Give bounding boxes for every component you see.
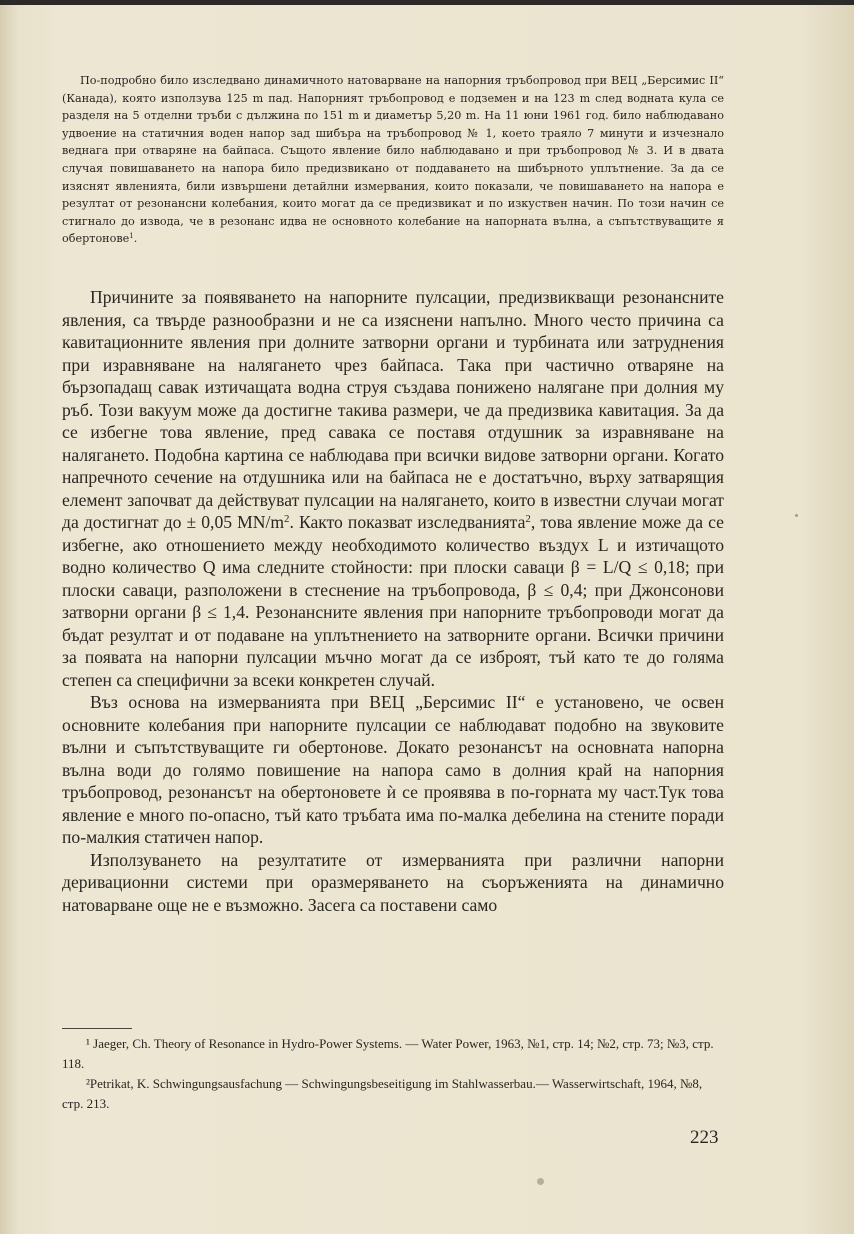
intro-block xyxy=(62,72,724,248)
intro-end: . xyxy=(133,232,138,246)
footnotes xyxy=(62,1034,724,1114)
page-number: 223 xyxy=(690,1127,719,1148)
footnote-1: ¹ Jaeger, Ch. Theory of Resonance in Hydro-Power Systems. — Water Power, 1963, №1, стр. 14; №2, стр. 73; №3, стр. 118. xyxy=(62,1036,714,1071)
unit-exponent: 2 xyxy=(284,513,290,525)
intro-paragraph xyxy=(62,72,724,248)
paragraph-results: Използуването на резултатите от измерванията при различни напорни деривационни системи при оразмеряването на съоръженията на динамично натоварване още не е възможно. Засега са поставени само xyxy=(62,849,724,915)
paragraph-causes-text-b: . Както показват изследванията xyxy=(289,512,526,532)
paragraph-causes-text-c: , това явление може да се избегне, ако отношението между необходимото количество въздух L и изтичащото водно количество Q има следните стойности: при плоски саваци β = L/Q ≤ 0,18; при плоски саваци, разположени в стеснение на тръбопровода, β ≤ 0,4; при Джонсонови затворни органи β ≤ 1,4. Резонансните явления при напорните тръбопроводи могат да бъдат резултат и от подаване на уплътнението на затворните органи. Всички причини за появата на напорни пулсации мъчно могат да се изброят, тъй като те до голяма степен са специфични за всеки конкретен случай. xyxy=(62,512,724,690)
paragraph-causes-text: Причините за появяването на напорните пулсации, предизвикващи резонансните явления, са твърде разнообразни и не са изяснени напълно. Много често причина са кавитационните явления при долните затворни органи и турбината или затруднения при изравняване на налягането чрез байпаса. Така при частично отваряне на бързопадащ савак изтичащата водна струя създава понижено налягане при долния му ръб. Този вакуум може да достигне такива размери, че да предизвика кавитация. За да се избегне това явление, пред савака се поставя отдушник за изравняване на налягането. Подобна картина се наблюдава при всички видове затворни органи. Когато напречното сечение на отдушника или на байпаса не е достатъчно, върху затварящия елемент започват да действуват пулсации на налягането, които в известни случаи могат да достигнат до ± 0,05 MN/m xyxy=(62,287,724,532)
intro-text: По-подробно било изследвано динамичното натоварване на напорния тръбопровод при ВЕЦ „Берсимис II“ (Канада), която използува 125 m пад. Напорният тръбопровод е подземен и на 123 m след водната кула се разделя на 5 отделни тръби с дължина по 151 m и диаметър 5,20 m. На 11 юни 1961 год. било наблюдавано удвоение на статичния воден напор зад шибъра на тръбопровод № 1, което траяло 7 минути и изчезнало веднага при отваряне на байпаса. Същото явление било наблюдавано и при тръбопровод № 3. И в двата случая повишаването на напора било предизвикано от поддаването на шибърното уплътнение. За да се изяснят явленията, били извършени детайлни измервания, които показали, че повишаването на напора е резултат от резонансни колебания, които могат да се предизвикат и по изкуствен начин. По този начин се стигнало до извода, че в резонанс идва не основното колебание на напорната вълна, а съпътствуващите я обертонове xyxy=(62,74,724,246)
scan-edge xyxy=(0,0,854,5)
paper-mark xyxy=(537,1178,544,1185)
footnote-divider xyxy=(62,1028,132,1029)
paragraph-measurements: Въз основа на измерванията при ВЕЦ „Берсимис II“ е установено, че освен основните колебания при напорните пулсации се наблюдават подобно на звуковите вълни и съпътствуващите ги обертонове. Докато резонансът на основната напорна вълна води до голямо повишение на напора само в долния край на напорния тръбопровод, резонансът на обертоновете ѝ се проявява в по-горната му част.Тук това явление е много по-опасно, тъй като тръбата има по-малка дебелина на стените поради по-малкия статичен напор. xyxy=(62,692,724,847)
paragraph-causes xyxy=(62,286,724,691)
footnote-ref: 1 xyxy=(129,232,134,241)
footnote-ref: 2 xyxy=(525,513,531,525)
main-text xyxy=(62,286,724,916)
footnote-2: ²Petrikat, K. Schwingungsausfachung — Schwingungsbeseitigung im Stahlwasserbau.— Wasserwirtschaft, 1964, №8, стр. 213. xyxy=(62,1076,703,1111)
paper-speck xyxy=(795,514,798,517)
